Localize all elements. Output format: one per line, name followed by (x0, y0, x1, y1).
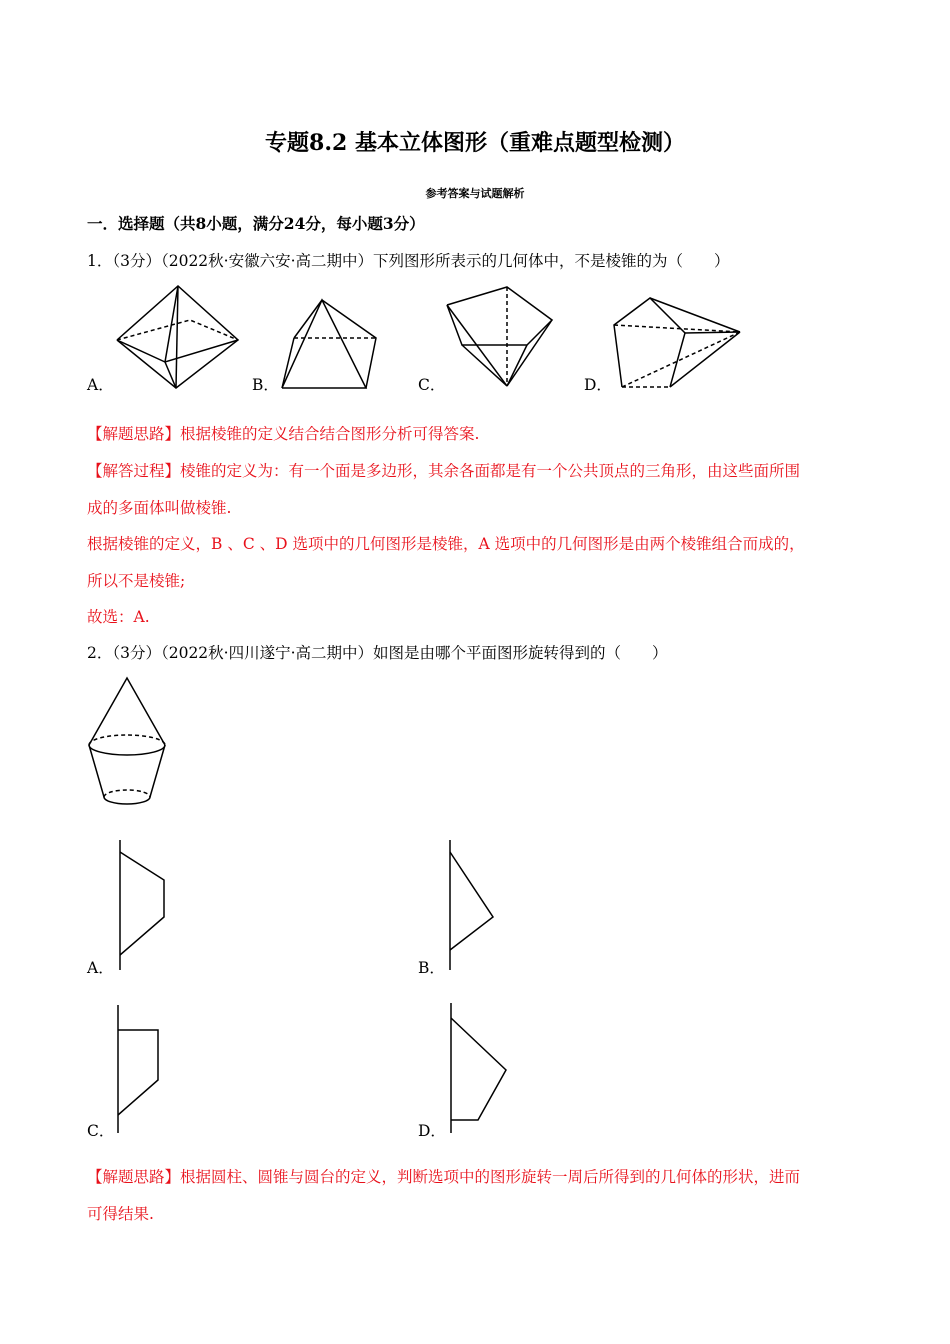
q1-option-b: B． (252, 376, 279, 394)
q1-figure-b-pyramid (282, 300, 376, 388)
q1-solution-process: 【解答过程】棱锥的定义为：有一个面是多边形，其余各面都是有一个公共顶点的三角形，由这些面所围 (87, 462, 801, 480)
q2-option-a-figure (120, 840, 164, 970)
q2-option-d-figure (451, 1003, 506, 1133)
page-subtitle: 参考答案与试题解析 (425, 187, 525, 200)
q1-option-c: C． (418, 376, 446, 394)
q1-figure-c-pyramid (447, 287, 552, 386)
q1-solution-analysis-cont: 所以不是棱锥; (87, 572, 186, 590)
q2-option-d: D． (418, 1122, 446, 1140)
q2-option-c-figure (118, 1005, 158, 1133)
q1-solution-process-cont: 成的多面体叫做棱锥. (87, 499, 232, 517)
q1-solution-idea: 【解题思路】根据棱锥的定义结合结合图形分析可得答案. (87, 425, 480, 443)
q2-option-b: B． (418, 959, 445, 977)
q2-option-b-figure (450, 840, 493, 970)
q1-option-d: D． (584, 376, 612, 394)
q1-figure-a-octahedron (117, 286, 238, 388)
q1-answer: 故选：A. (87, 608, 150, 626)
section-heading: 一．选择题（共8小题，满分24分，每小题3分） (87, 214, 425, 233)
q2-solution-idea-cont: 可得结果. (87, 1205, 154, 1223)
q1-solution-analysis: 根据棱锥的定义，B 、C 、D 选项中的几何图形是棱锥，A 选项中的几何图形是由两个棱锥组合而成的， (87, 535, 805, 553)
page-title: 专题8.2 基本立体图形（重难点题型检测） (265, 130, 685, 156)
q2-option-c: C． (87, 1122, 115, 1140)
q2-option-a: A． (87, 959, 114, 977)
q1-figure-d-pyramid (614, 298, 740, 387)
q2-solution-idea: 【解题思路】根据圆柱、圆锥与圆台的定义，判断选项中的图形旋转一周后所得到的几何体的形状，进而 (87, 1168, 801, 1186)
q2-solid-figure (89, 678, 165, 804)
q1-option-a: A． (87, 376, 114, 394)
q2-stem: 2．（3分）（2022秋·四川遂宁·高二期中）如图是由哪个平面图形旋转得到的（ ） (87, 644, 668, 662)
q1-stem: 1．（3分）（2022秋·安徽六安·高二期中）下列图形所表示的几何体中，不是棱锥的为（ ） (87, 252, 730, 270)
